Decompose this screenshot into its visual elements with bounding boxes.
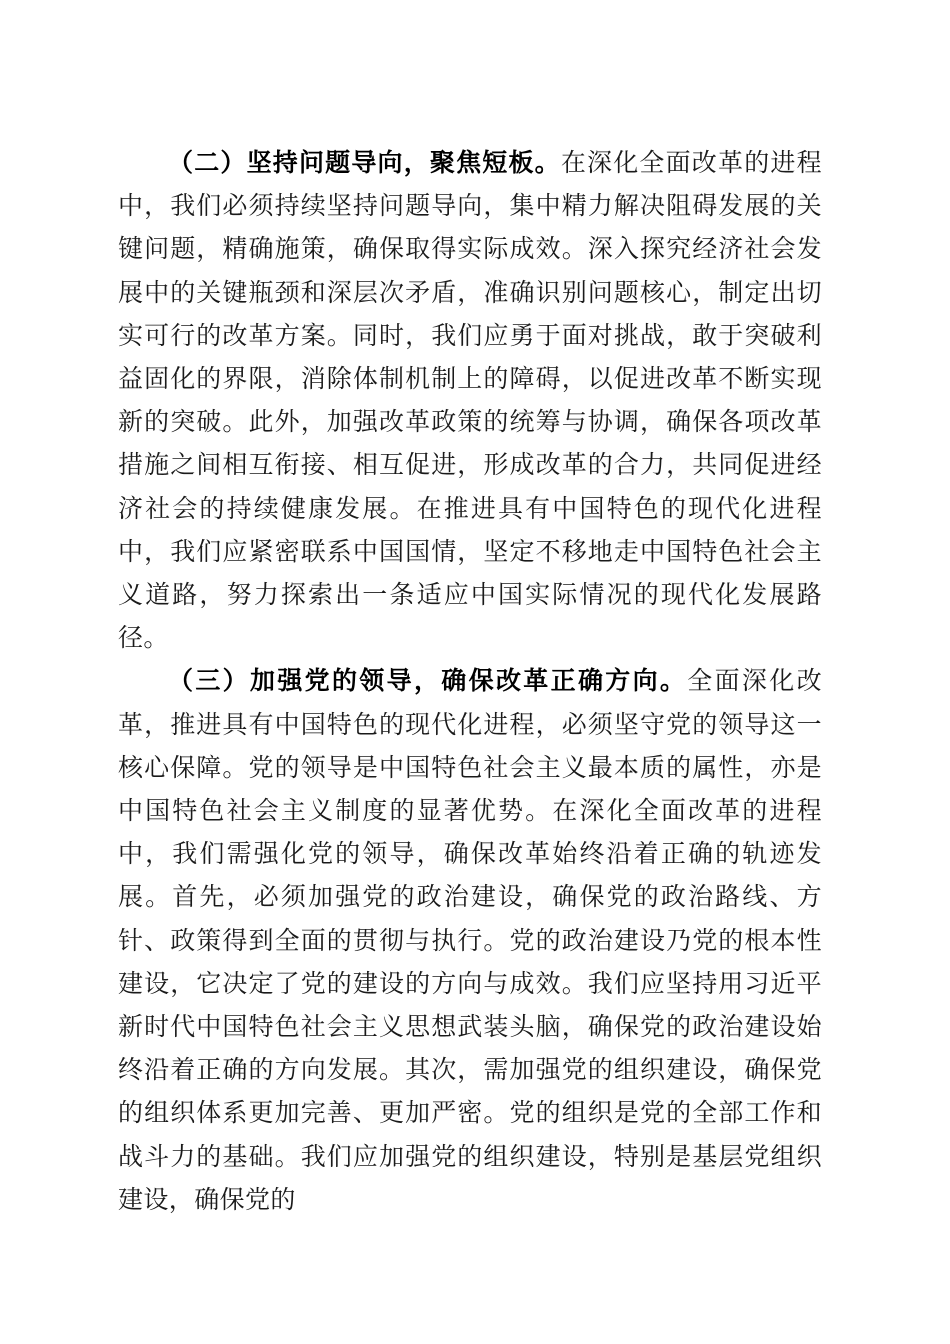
paragraph-problem-orientation <box>118 141 822 659</box>
document-body <box>118 141 822 1221</box>
paragraph-text: 在深化全面改革的进程中，我们必须持续坚持问题导向，集中精力解决阻碍发展的关键问题，精确施策，确保取得实际成效。深入探究经济社会发展中的关键瓶颈和深层次矛盾，准确识别问题核心，制定出切实可行的改革方案。同时，我们应勇于面对挑战，敢于突破利益固化的界限，消除体制机制上的障碍，以促进改革不断实现新的突破。此外，加强改革政策的统筹与协调，确保各项改革措施之间相互衔接、相互促进，形成改革的合力，共同促进经济社会的持续健康发展。在推进具有中国特色的现代化进程中，我们应紧密联系中国国情，坚定不移地走中国特色社会主义道路，努力探索出一条适应中国实际情况的现代化发展路径。 <box>118 148 822 653</box>
paragraph-party-leadership <box>118 659 822 1221</box>
paragraph-heading: （三）加强党的领导，确保改革正确方向。 <box>168 666 688 696</box>
paragraph-text: 全面深化改革，推进具有中国特色的现代化进程，必须坚守党的领导这一核心保障。党的领导是中国特色社会主义最本质的属性，亦是中国特色社会主义制度的显著优势。在深化全面改革的进程中，我们需强化党的领导，确保改革始终沿着正确的轨迹发展。首先，必须加强党的政治建设，确保党的政治路线、方针、政策得到全面的贯彻与执行。党的政治建设乃党的根本性建设，它决定了党的建设的方向与成效。我们应坚持用习近平新时代中国特色社会主义思想武装头脑，确保党的政治建设始终沿着正确的方向发展。其次，需加强党的组织建设，确保党的组织体系更加完善、更加严密。党的组织是党的全部工作和战斗力的基础。我们应加强党的组织建设，特别是基层党组织建设，确保党的 <box>118 666 822 1214</box>
paragraph-heading: （二）坚持问题导向，聚焦短板。 <box>168 148 561 177</box>
